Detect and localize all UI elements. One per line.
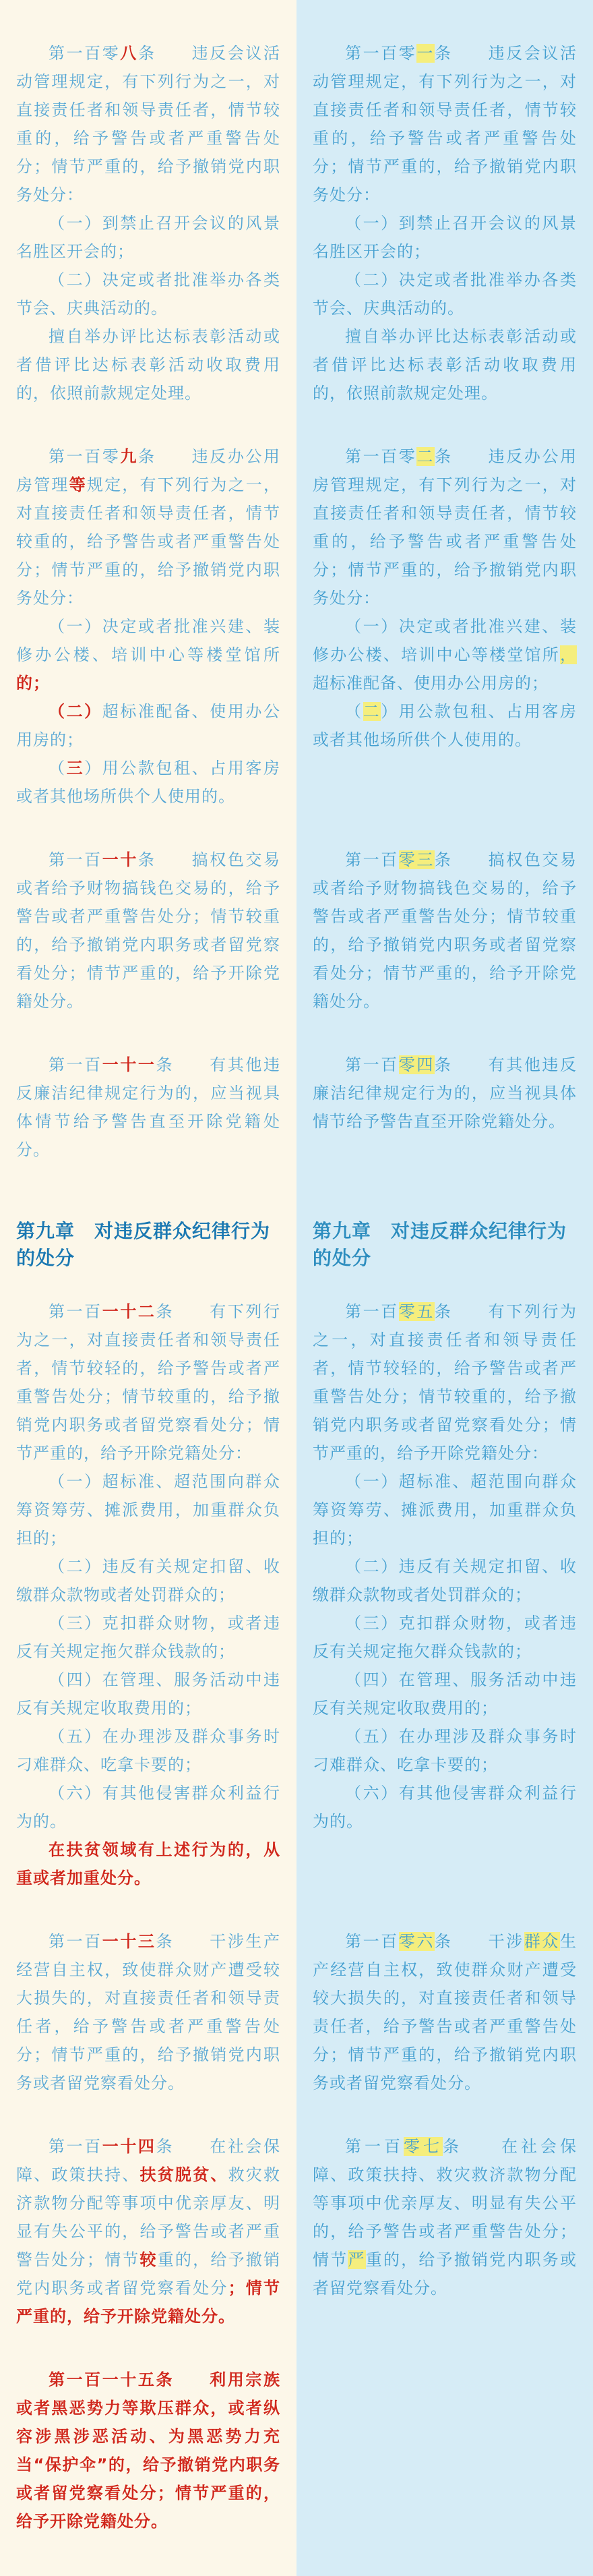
paragraph	[313, 612, 577, 697]
text-segment: 擅自举办评比达标表彰活动或者借评比达标表彰活动收取费用的，依照前款规定处理。	[16, 327, 280, 403]
text-segment: （三）克扣群众财物，或者违反有关规定拖欠群众钱款的；	[313, 1614, 577, 1661]
text-segment: 条 有下列行为之一，对直接责任者和领导责任者，情节较轻的，给予警告或者严重警告处分；情节较重的，给予撤销党内职务或者留党察看处分；情节严重的，给予开除党籍处分：	[16, 1302, 280, 1463]
text-segment: （五）在办理涉及群众事务时刁难群众、吃拿卡要的；	[313, 1727, 577, 1774]
revised-text: （二）	[49, 702, 102, 721]
paragraph	[16, 1666, 280, 1722]
left-column-cell	[0, 1016, 296, 1164]
text-segment: 条 有其他违反廉洁纪律规定行为的，应当视具体情节给予警告直至开除党籍处分。	[313, 1055, 578, 1131]
article	[16, 39, 280, 407]
text-segment: 第一百零	[345, 44, 417, 63]
text-segment: 第一百	[49, 1302, 102, 1321]
text-segment: ）用公款包租、占用客房或者其他场所供个人使用的。	[313, 702, 578, 749]
text-segment: 第一百	[49, 2137, 102, 2156]
text-segment: 条 在社会保障、政策扶持、救灾救济款物分配等事项中优亲厚友、明显有失公平的，给予警告或者严重警告处分；情节	[313, 2137, 577, 2269]
paragraph	[313, 1552, 577, 1609]
right-column-cell	[296, 2097, 593, 2331]
left-column-cell	[0, 1272, 296, 1892]
paragraph	[16, 209, 280, 266]
highlighted-text: 二	[363, 702, 381, 721]
paragraph	[313, 1927, 577, 2097]
text-segment: （一）决定或者批准兴建、装修办公楼、培训中心等楼堂馆所	[313, 617, 577, 664]
text-segment: （二）决定或者批准举办各类节会、庆典活动的。	[313, 270, 577, 318]
text-segment: 条 有其他违反廉洁纪律规定行为的，应当视具体情节给予警告直至开除党籍处分。	[16, 1055, 280, 1159]
highlighted-text: 零四	[398, 1055, 435, 1074]
right-column-cell	[296, 1016, 593, 1164]
article	[16, 442, 280, 811]
paragraph	[313, 1051, 577, 1136]
text-segment: ）用公款包租、占用客房或者其他场所供个人使用的。	[16, 759, 281, 806]
highlighted-text: 零六	[398, 1932, 435, 1951]
highlighted-text: 零五	[398, 1302, 435, 1321]
right-column-cell	[296, 1272, 593, 1892]
paragraph	[313, 1297, 577, 1467]
text-segment: 条 违反会议活动管理规定，有下列行为之一，对直接责任者和领导责任者，情节较重的，给予警告或者严重警告处分；情节严重的，给予撤销党内职务处分：	[313, 44, 578, 204]
revised-text: 的；	[16, 674, 50, 693]
text-segment: （五）在办理涉及群众事务时刁难群众、吃拿卡要的；	[16, 1727, 280, 1774]
right-column-cell	[296, 2331, 593, 2576]
text-segment: （一）决定或者批准兴建、装修办公楼、培训中心等楼堂馆所	[16, 617, 280, 664]
article	[16, 1051, 280, 1164]
text-segment: （一）超标准、超范围向群众筹资筹劳、摊派费用，加重群众负担的；	[313, 1472, 577, 1548]
text-segment: （二）决定或者批准举办各类节会、庆典活动的。	[16, 270, 280, 318]
text-segment: 第一百	[49, 850, 102, 869]
paragraph	[16, 266, 280, 322]
paragraph	[16, 846, 280, 1016]
revised-text: ；情节严重的，给予开除党籍处分。	[16, 2279, 281, 2326]
text-segment: 第一百	[49, 1055, 102, 1074]
paragraph	[16, 39, 280, 209]
paragraph	[16, 1609, 280, 1666]
text-segment: （一）到禁止召开会议的风景名胜区开会的；	[313, 214, 577, 261]
revised-text: 等	[69, 475, 87, 494]
paragraph	[16, 1552, 280, 1609]
highlighted-text: 二	[416, 447, 435, 466]
text-segment: （	[49, 759, 67, 778]
chapter-heading: 第九章 对违反群众纪律行为的处分	[313, 1220, 567, 1269]
left-column-cell	[0, 1892, 296, 2097]
article	[313, 1927, 577, 2097]
paragraph	[16, 1051, 280, 1164]
text-segment: 第一百	[345, 2137, 404, 2156]
paragraph	[313, 1609, 577, 1666]
revised-text: 九	[120, 447, 138, 466]
text-segment: 条 干涉	[434, 1932, 524, 1951]
paragraph	[16, 754, 280, 811]
text-segment: （四）在管理、服务活动中违反有关规定收取费用的；	[313, 1670, 577, 1718]
text-segment: 条 在社会保障、政策扶持、	[16, 2137, 280, 2184]
highlighted-text: 严	[348, 2250, 366, 2269]
revised-text: 一十二	[102, 1302, 156, 1321]
paragraph	[16, 322, 280, 407]
revised-text: 第一百一十五条 利用宗族或者黑恶势力等欺压群众，或者纵容涉黑涉恶活动、为黑恶势力充当“保护伞”的，给予撤销党内职务或者留党察看处分；情节严重的，给予开除党籍处分。	[16, 2370, 280, 2531]
highlighted-text: 零七	[404, 2137, 443, 2156]
text-segment: 条 有下列行为之一，对直接责任者和领导责任者，情节较轻的，给予警告或者严重警告处分；情节较重的，给予撤销党内职务或者留党察看处分；情节严重的，给予开除党籍处分：	[313, 1302, 578, 1463]
text-segment: 条 违反会议活动管理规定，有下列行为之一，对直接责任者和领导责任者，情节较重的，给予警告或者严重警告处分；情节严重的，给予撤销党内职务处分：	[16, 44, 281, 204]
text-segment: （	[345, 702, 363, 721]
paragraph	[313, 2132, 577, 2302]
revised-text: 较	[139, 2250, 158, 2269]
paragraph	[313, 322, 577, 407]
text-segment: 第一百零	[49, 447, 121, 466]
text-segment: （四）在管理、服务活动中违反有关规定收取费用的；	[16, 1670, 280, 1718]
text-segment: 第一百零	[345, 447, 417, 466]
article	[313, 2132, 577, 2302]
paragraph	[16, 1927, 280, 2097]
text-segment: 救灾救济款物分配等事项中优亲厚友、明显有失公平的，给予警告或者严重警告处分；情节	[16, 2165, 281, 2269]
text-segment: 条 搞权色交易或者给予财物搞钱色交易的，给予警告或者严重警告处分；情节较重的，给予撤销党内职务或者留党察看处分；情节严重的，给予开除党籍处分。	[313, 850, 578, 1011]
text-segment: 规定，有下列行为之一，对直接责任者和领导责任者，情节较重的，给予警告或者严重警告处分；情节严重的，给予撤销党内职务处分：	[16, 475, 281, 608]
article	[16, 846, 280, 1016]
paragraph	[313, 442, 577, 612]
right-column-cell	[296, 1892, 593, 2097]
revised-text: 三	[66, 759, 85, 778]
left-column-cell	[0, 811, 296, 1016]
highlighted-text: ，	[560, 645, 577, 664]
paragraph	[313, 1467, 577, 1552]
paragraph	[16, 1722, 280, 1779]
text-segment: 条 搞权色交易或者给予财物搞钱色交易的，给予警告或者严重警告处分；情节较重的，给予撤销党内职务或者留党察看处分；情节严重的，给予开除党籍处分。	[16, 850, 281, 1011]
text-segment: 条 干涉生产经营自主权，致使群众财产遭受较大损失的，对直接责任者和领导责任者，给予警告或者严重警告处分；情节严重的，给予撤销党内职务或者留党察看处分。	[16, 1932, 280, 2092]
paragraph	[16, 1467, 280, 1552]
right-column-cell	[296, 407, 593, 811]
paragraph	[16, 1836, 280, 1892]
paragraph	[16, 697, 280, 754]
text-segment: 重的，给予撤销党内职务或者留党察看处分。	[313, 2250, 578, 2297]
text-segment: （二）违反有关规定扣留、收缴群众款物或者处罚群众的；	[16, 1557, 280, 1604]
article	[313, 442, 577, 754]
article	[16, 1297, 280, 1892]
article	[313, 1051, 577, 1136]
paragraph	[313, 209, 577, 266]
article	[16, 1927, 280, 2097]
text-segment: 第一百	[345, 1055, 399, 1074]
text-segment: （二）违反有关规定扣留、收缴群众款物或者处罚群众的；	[313, 1557, 577, 1604]
right-column-cell	[296, 0, 593, 407]
right-column-cell	[296, 811, 593, 1016]
article	[313, 39, 577, 407]
paragraph	[16, 2366, 280, 2536]
revised-text: 一十三	[102, 1932, 156, 1951]
paragraph	[16, 612, 280, 697]
text-segment: 超标准配备、使用办公用房的；	[16, 702, 280, 749]
revised-text: 一十一	[102, 1055, 156, 1074]
left-column-cell	[0, 0, 296, 407]
text-segment: 生产经营自主权，致使群众财产遭受较大损失的，对直接责任者和领导责任者，给予警告或者严重警告处分；情节严重的，给予撤销党内职务或者留党察看处分。	[313, 1932, 578, 2092]
text-segment: （一）到禁止召开会议的风景名胜区开会的；	[16, 214, 280, 261]
text-segment: （六）有其他侵害群众利益行为的。	[313, 1784, 577, 1831]
left-column-cell	[0, 1164, 296, 1272]
paragraph	[16, 442, 280, 612]
paragraph	[313, 1779, 577, 1836]
article	[16, 2132, 280, 2331]
right-column-cell	[296, 1164, 593, 1272]
text-segment: 第一百	[345, 850, 399, 869]
text-segment: 第一百	[345, 1932, 399, 1951]
text-segment: 第一百	[345, 1302, 399, 1321]
article	[313, 1297, 577, 1836]
paragraph	[313, 1722, 577, 1779]
paragraph	[313, 39, 577, 209]
revised-text: 扶贫脱贫、	[139, 2165, 228, 2184]
left-column-cell	[0, 2331, 296, 2576]
text-segment: 超标准配备、使用办公用房的；	[313, 674, 549, 693]
chapter-heading: 第九章 对违反群众纪律行为的处分	[16, 1220, 271, 1269]
highlighted-text: 群众	[524, 1932, 561, 1951]
left-column-cell	[0, 2097, 296, 2331]
text-segment: 第一百	[49, 1932, 102, 1951]
article	[313, 846, 577, 1016]
text-segment: 擅自举办评比达标表彰活动或者借评比达标表彰活动收取费用的，依照前款规定处理。	[313, 327, 577, 403]
text-segment: 条 违反办公用房管理规定，有下列行为之一，对直接责任者和领导责任者，情节较重的，给予警告或者严重警告处分；情节严重的，给予撤销党内职务处分：	[313, 447, 578, 608]
text-segment: （三）克扣群众财物，或者违反有关规定拖欠群众钱款的；	[16, 1614, 280, 1661]
paragraph	[313, 266, 577, 322]
highlighted-text: 零三	[398, 850, 435, 869]
paragraph	[16, 1297, 280, 1467]
left-column-cell	[0, 407, 296, 811]
paragraph	[313, 1666, 577, 1722]
revised-text: 在扶贫领域有上述行为的，从重或者加重处分。	[16, 1840, 280, 1887]
text-segment: （一）超标准、超范围向群众筹资筹劳、摊派费用，加重群众负担的；	[16, 1472, 280, 1548]
text-segment: 条 违反办公用房管理	[16, 447, 281, 494]
revised-text: 八	[120, 44, 138, 63]
paragraph	[16, 1779, 280, 1836]
highlighted-text: 一	[416, 44, 435, 63]
text-segment: （六）有其他侵害群众利益行为的。	[16, 1784, 280, 1831]
revised-text: 一十四	[102, 2137, 156, 2156]
text-segment: 重的，给予撤销党内职务或者留党察看处分	[16, 2250, 281, 2297]
paragraph	[313, 697, 577, 754]
article	[16, 2366, 280, 2536]
paragraph	[16, 2132, 280, 2331]
revised-text: 一十	[102, 850, 138, 869]
paragraph	[313, 846, 577, 1016]
text-segment: 第一百零	[49, 44, 121, 63]
